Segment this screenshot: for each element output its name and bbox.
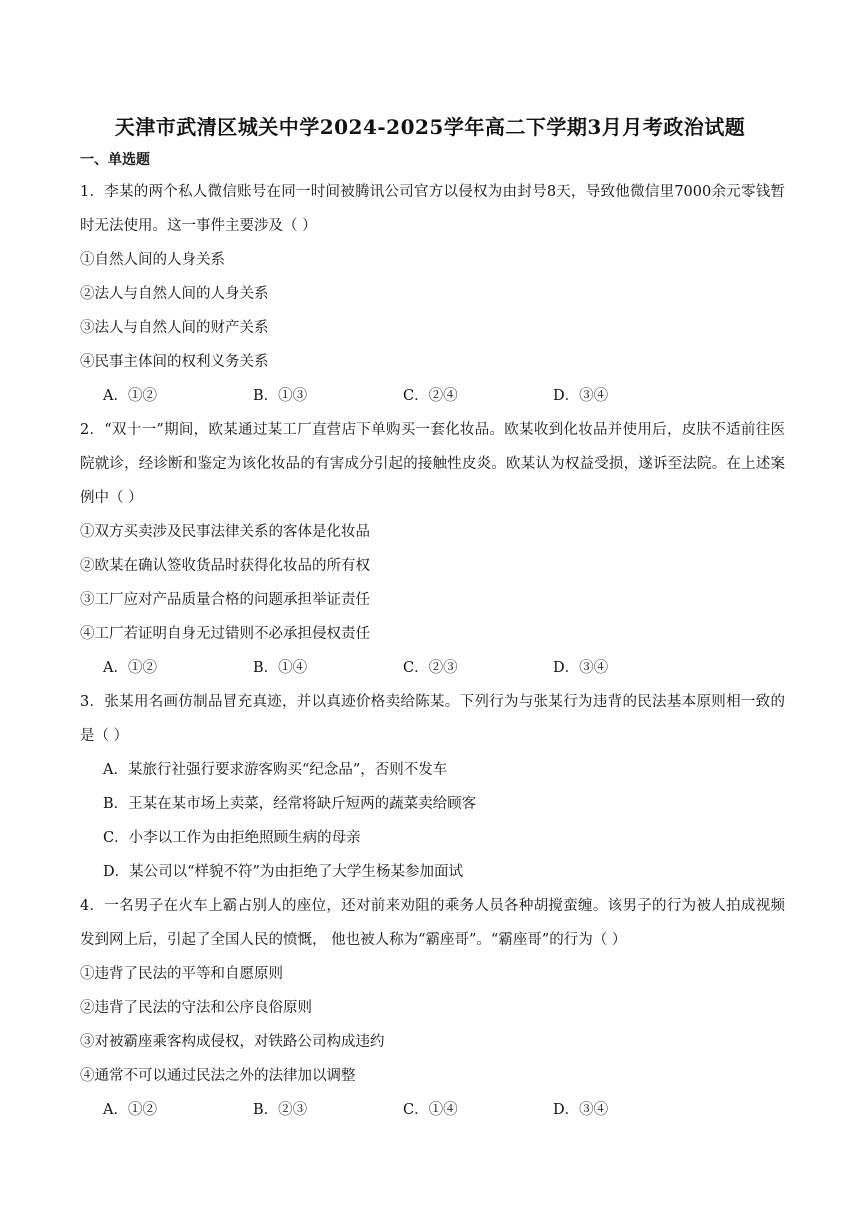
option-d: D．某公司以“样貌不符”为由拒绝了大学生杨某参加面试 — [103, 864, 463, 880]
answer-options — [80, 1093, 785, 1127]
option-a: A．①② — [103, 1102, 157, 1118]
statement: ④通常不可以通过民法之外的法律加以调整 — [80, 1068, 356, 1084]
option-c: C．①④ — [403, 1102, 458, 1118]
option-d: D．③④ — [553, 1102, 609, 1118]
option-c: C．小李以工作为由拒绝照顾生病的母亲 — [103, 830, 361, 846]
question-list — [80, 175, 785, 1127]
statement: ④工厂若证明自身无过错则不必承担侵权责任 — [80, 626, 370, 642]
option-a: A．①② — [103, 660, 157, 676]
option-c: C．②③ — [403, 660, 458, 676]
statement: ①违背了民法的平等和自愿原则 — [80, 966, 283, 982]
document-title: 天津市武清区城关中学2024-2025学年高二下学期3月月考政治试题 — [114, 115, 746, 139]
statement: ①双方买卖涉及民事法律关系的客体是化妆品 — [80, 524, 370, 540]
question-stem: 2．“双十一”期间，欧某通过某工厂直营店下单购买一套化妆品。欧某收到化妆品并使用后，皮肤不适前往医院就诊，经诊断和鉴定为该化妆品的有害成分引起的接触性皮炎。欧某认为权益受损，遂诉至法院。在上述案例中（ ） — [80, 422, 785, 506]
statement: ④民事主体间的权利义务关系 — [80, 354, 269, 370]
question-3 — [80, 685, 785, 889]
answer-options — [80, 651, 785, 685]
option-d: D．③④ — [553, 388, 609, 404]
option-a: A．某旅行社强行要求游客购买“纪念品”，否则不发车 — [103, 762, 448, 778]
question-1 — [80, 175, 785, 413]
statement: ③工厂应对产品质量合格的问题承担举证责任 — [80, 592, 370, 608]
option-b: B．①④ — [253, 660, 308, 676]
question-4 — [80, 889, 785, 1127]
question-stem: 1．李某的两个私人微信账号在同一时间被腾讯公司官方以侵权为由封号8天，导致他微信里7000余元零钱暂时无法使用。这一事件主要涉及（ ） — [80, 184, 785, 234]
option-a: A．①② — [103, 388, 157, 404]
question-stem: 4．一名男子在火车上霸占别人的座位，还对前来劝阻的乘务人员各种胡搅蛮缠。该男子的行为被人拍成视频发到网上后，引起了全国人民的愤慨， 他也被人称为“霸座哥”。“霸座哥”的行为（ ） — [80, 898, 785, 948]
statement: ②法人与自然人间的人身关系 — [80, 286, 269, 302]
option-b: B．王某在某市场上卖菜，经常将缺斤短两的蔬菜卖给顾客 — [103, 796, 477, 812]
option-c: C．②④ — [403, 388, 458, 404]
statement: ③对被霸座乘客构成侵权，对铁路公司构成违约 — [80, 1034, 385, 1050]
statement: ③法人与自然人间的财产关系 — [80, 320, 269, 336]
option-d: D．③④ — [553, 660, 609, 676]
option-b: B．①③ — [253, 388, 308, 404]
answer-options — [80, 379, 785, 413]
section-heading: 一、单选题 — [80, 152, 150, 168]
option-b: B．②③ — [253, 1102, 308, 1118]
question-stem: 3．张某用名画仿制品冒充真迹，并以真迹价格卖给陈某。下列行为与张某行为违背的民法基本原则相一致的是（ ） — [80, 694, 785, 744]
statement: ②欧某在确认签收货品时获得化妆品的所有权 — [80, 558, 370, 574]
statement: ②违背了民法的守法和公序良俗原则 — [80, 1000, 312, 1016]
statement: ①自然人间的人身关系 — [80, 252, 225, 268]
question-2 — [80, 413, 785, 685]
